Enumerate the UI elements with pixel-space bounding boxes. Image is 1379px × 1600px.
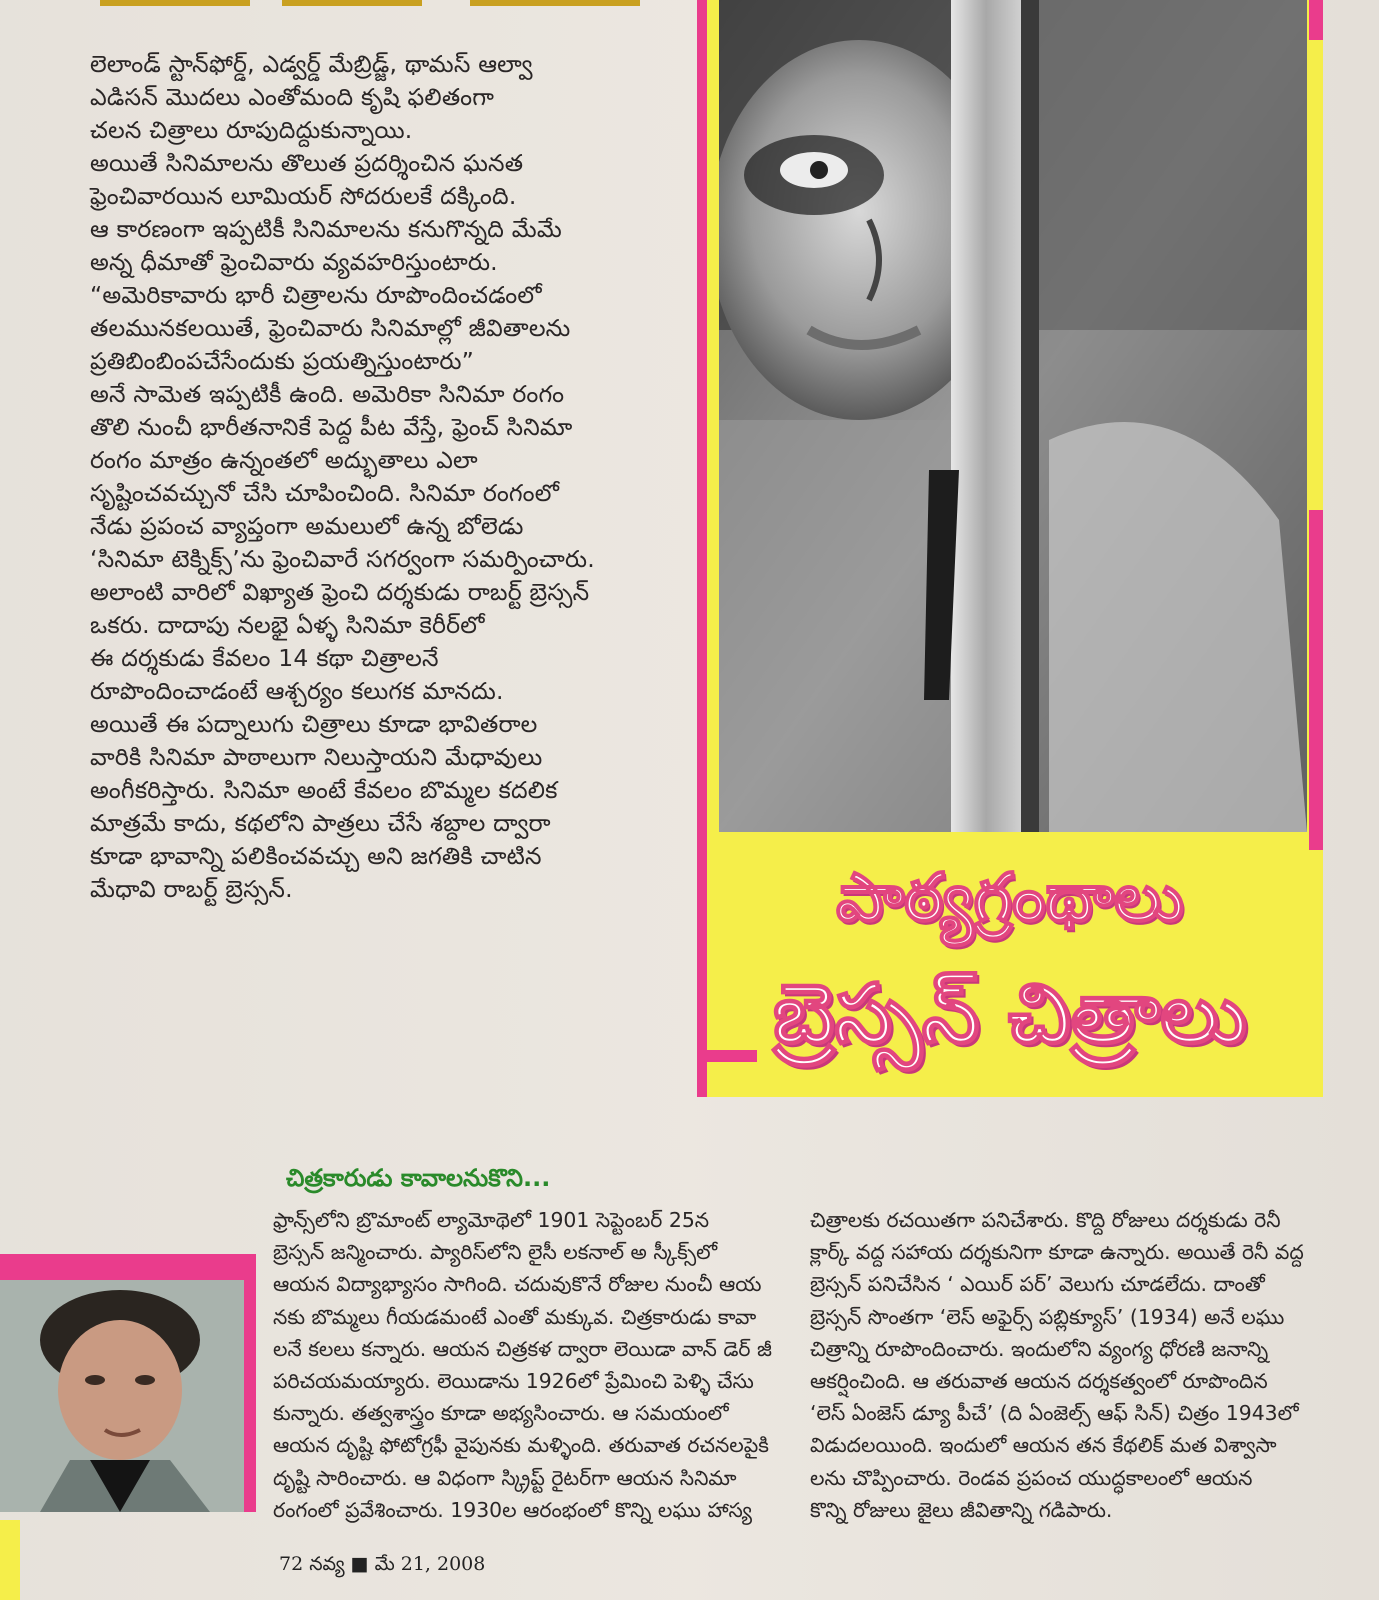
body-line: చిత్రాన్ని రూపొందించారు. ఇందులోని వ్యంగ్య ధోరణి జనాన్ని bbox=[810, 1336, 1269, 1361]
body-line: లను చొప్పించారు. రెండవ ప్రపంచ యుద్ధకాలంలో ఆయన bbox=[810, 1465, 1253, 1490]
section-subheading: చిత్రకారుడు కావాలనుకొని... bbox=[286, 1164, 551, 1192]
intro-line: ఆ కారణంగా ఇప్పటికీ సినిమాలను కనుగొన్నది మేమే bbox=[90, 215, 562, 243]
hero-panel bbox=[697, 0, 1323, 1097]
intro-line: అనే సామెత ఇప్పటికీ ఉంది. అమెరికా సినిమా రంగం bbox=[90, 380, 565, 408]
intro-line: అయితే ఈ పద్నాలుగు చిత్రాలు కూడా భావితరాల bbox=[90, 710, 538, 738]
top-color-strip bbox=[100, 0, 250, 6]
intro-line: కూడా భావాన్ని పలికించవచ్చు అని జగతికి చాటిన bbox=[90, 842, 542, 870]
body-line: ఆయన విద్యాభ్యాసం సాగింది. చదువుకొనే రోజుల నుంచీ ఆయ bbox=[273, 1272, 762, 1297]
article-title: బ్రెస్సన్ చిత్రాలు bbox=[773, 967, 1247, 1062]
body-line: బ్రెస్సన్ జన్మించారు. ప్యారిస్‌లోని లైసీ లకనాల్ అ స్కీక్స్‌లో bbox=[273, 1240, 718, 1265]
intro-line: మేధావి రాబర్ట్ బ్రెస్సన్. bbox=[90, 875, 293, 903]
intro-line: మాత్రమే కాదు, కథలోని పాత్రలు చేసే శబ్దాల ద్వారా bbox=[90, 809, 551, 837]
body-line: క్లార్క్ వద్ద సహాయ దర్శకునిగా కూడా ఉన్నారు. అయితే రెనీ వద్ద bbox=[810, 1240, 1304, 1265]
intro-line: అన్న ధీమాతో ఫ్రెంచివారు వ్యవహరిస్తుంటారు. bbox=[90, 248, 498, 276]
body-line: విడుదలయింది. ఇందులో ఆయన తన కేథలిక్ మత విశ్వాసా bbox=[810, 1433, 1277, 1458]
intro-line: ఈ దర్శకుడు కేవలం 14 కథా చిత్రాలనే bbox=[90, 644, 439, 672]
intro-line: ఫ్రెంచివారయిన లూమియర్ సోదరులకే దక్కింది. bbox=[90, 182, 517, 210]
intro-line: ఎడిసన్ మొదలు ఎంతోమంది కృషి ఫలితంగా bbox=[90, 83, 495, 111]
body-line: ‘లెస్ ఏంజెస్ డ్యూ పీచే’ (ది ఏంజెల్స్ ఆఫ్ సిన్) చిత్రం 1943లో bbox=[810, 1401, 1299, 1426]
intro-line: తొలి నుంచీ భారీతనానికే పెద్ద పీట వేస్తే, ఫ్రెంచ్ సినిమా bbox=[90, 413, 573, 441]
intro-line: రంగం మాత్రం ఉన్నంతలో అద్భుతాలు ఎలా bbox=[90, 446, 478, 474]
body-line: రంగంలో ప్రవేశించారు. 1930ల ఆరంభంలో కొన్ని లఘు హాస్య bbox=[273, 1497, 752, 1522]
intro-line: తలమునకలయితే, ఫ్రెంచివారు సినిమాల్లో జీవితాలను bbox=[90, 314, 571, 342]
body-line: బ్రెస్సన్ పనిచేసిన ‘ ఎయిర్ పర్’ వెలుగు చూడలేదు. దాంతో bbox=[810, 1272, 1265, 1297]
body-line: కున్నారు. తత్వశాస్త్రం కూడా అభ్యసించారు. ఆ సమయంలో bbox=[273, 1401, 729, 1426]
intro-line: ‘సినిమా టెక్నిక్స్’ను ఫ్రెంచివారే సగర్వంగా సమర్పించారు. bbox=[90, 545, 595, 573]
intro-line: ప్రతిబింబింపచేసేందుకు ప్రయత్నిస్తుంటారు” bbox=[90, 347, 475, 375]
body-line: చిత్రాలకు రచయితగా పనిచేశారు. కొద్ది రోజులు దర్శకుడు రెనీ bbox=[810, 1208, 1281, 1232]
top-color-strip bbox=[470, 0, 640, 6]
actor-illustration bbox=[0, 1280, 244, 1512]
body-line: పరిచయమయ్యారు. లెయిడాను 1926లో ప్రేమించి పెళ్ళి చేసు bbox=[273, 1369, 754, 1394]
intro-line: రూపొందించాడంటే ఆశ్చర్యం కలుగక మానదు. bbox=[90, 677, 504, 705]
intro-line: లెలాండ్ స్టాన్‌ఫోర్డ్, ఎడ్వర్డ్ మేబ్రిడ్జ్, థామస్ ఆల్వా bbox=[90, 50, 533, 78]
intro-line: సృష్టించవచ్చునో చేసి చూపించింది. సినిమా రంగంలో bbox=[90, 479, 560, 507]
intro-paragraph bbox=[90, 48, 650, 906]
intro-line: అంగీకరిస్తారు. సినిమా అంటే కేవలం బొమ్మల కదలిక bbox=[90, 776, 558, 804]
intro-line: చలన చిత్రాలు రూపుదిద్దుకున్నాయి. bbox=[90, 116, 413, 144]
body-column-left bbox=[273, 1204, 789, 1526]
body-line: దృష్టి సారించారు. ఆ విధంగా స్క్రిప్ట్ రైటర్‌గా ఆయన సినిమా bbox=[273, 1465, 737, 1490]
intro-line: వారికి సినిమా పాఠాలుగా నిలుస్తాయని మేధావులు bbox=[90, 743, 543, 771]
body-column-right bbox=[810, 1204, 1326, 1526]
body-line: బ్రెస్సన్ సొంతగా ‘లెస్ అఫైర్స్ పబ్లిక్యూస్’ (1934) అనే లఘు bbox=[810, 1304, 1285, 1329]
body-line: కొన్ని రోజులు జైలు జీవితాన్ని గడిపారు. bbox=[810, 1497, 1113, 1522]
pink-border-accent bbox=[1309, 0, 1323, 40]
intro-line: అయితే సినిమాలను తొలుత ప్రదర్శించిన ఘనత bbox=[90, 149, 524, 177]
page-footer: 72 నవ్య ■ మే 21, 2008 bbox=[279, 1553, 486, 1575]
intro-line: ఒకరు. దాదాపు నలభై ఏళ్ళ సినిమా కెరీర్‌లో bbox=[90, 611, 485, 639]
body-line: ఫ్రాన్స్‌లోని బ్రొమాంట్ ల్యామోథెలో 1901 సెప్టెంబర్ 25న bbox=[273, 1208, 710, 1232]
series-title: పాఠ్యగ్రంథాలు bbox=[836, 859, 1184, 936]
body-line: లనే కలలు కన్నారు. ఆయన చిత్రకళ ద్వారా లెయిడా వాన్ డెర్ జీ bbox=[273, 1336, 772, 1361]
actor-photo-frame bbox=[0, 1254, 256, 1512]
top-color-strip bbox=[282, 0, 422, 6]
body-line: ఆకర్షించింది. ఆ తరువాత ఆయన దర్శకత్వంలో రూపొందిన bbox=[810, 1369, 1268, 1394]
bresson-portrait-photo bbox=[719, 0, 1307, 832]
intro-line: నేడు ప్రపంచ వ్యాప్తంగా అమలులో ఉన్న బోలెడు bbox=[90, 512, 524, 540]
body-line: నకు బొమ్మలు గీయడమంటే ఎంతో మక్కువ. చిత్రకారుడు కావా bbox=[273, 1304, 757, 1329]
intro-line: అలాంటి వారిలో విఖ్యాత ఫ్రెంచి దర్శకుడు రాబర్ట్ బ్రెస్సన్ bbox=[90, 578, 590, 606]
body-line: ఆయన దృష్టి ఫోటోగ్రఫీ వైపునకు మళ్ళింది. తరువాత రచనలపైకి bbox=[273, 1433, 769, 1458]
yellow-accent-bar bbox=[0, 1520, 20, 1600]
actor-photo bbox=[0, 1280, 244, 1512]
pink-border-accent bbox=[1309, 510, 1323, 850]
portrait-illustration bbox=[719, 0, 1307, 832]
intro-line: “అమెరికావారు భారీ చిత్రాలను రూపొందించడంలో bbox=[90, 281, 542, 309]
